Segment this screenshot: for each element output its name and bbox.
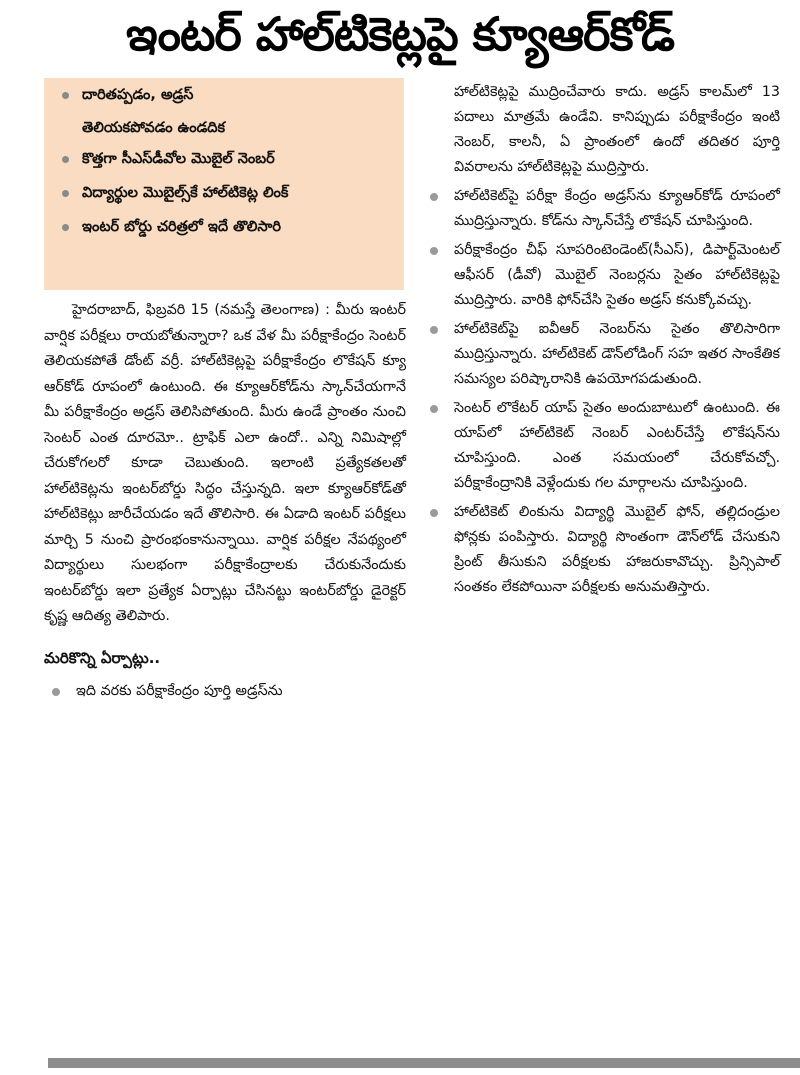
bottom-rule (48, 1058, 800, 1068)
highlight-item (56, 184, 394, 203)
highlight-line: కొత్తగా సీఎస్‌డీవోల మొబైల్ నెంబర్ (82, 151, 275, 167)
list-item (428, 317, 780, 392)
bullet-icon (62, 224, 69, 231)
bullet-icon (62, 190, 69, 197)
list-item-text: హాల్‌టికెట్ లింకును విద్యార్థి మొబైల్ ఫోన్, తల్లిదండ్రుల ఫోన్లకు పంపిస్తారు. విద్యార్థి సొంతంగా డౌన్‌లోడ్ చేసుకుని ప్రింట్ తీసుకుని పరీక్షలకు హాజరుకావొచ్చు. ప్రిన్సిపాల్ సంతకం లేకపోయినా పరీక్షలకు అనుమతిస్తారు. (454, 504, 780, 595)
list-item-continuation: హాల్‌టికెట్లపై ముద్రించేవారు కాదు. అడ్రస్ కాలమ్‌లో 13 పదాలు మాత్రమే ఉండేవి. కానిప్పుడు పరీక్షాకేంద్రం ఇంటి నెంబర్, కాలనీ, ఏ ప్రాంతంలో ఉందో తదితర పూర్తి వివరాలను హాల్‌టికెట్లపై ముద్రిస్తారు. (454, 84, 780, 175)
list-item (428, 184, 780, 234)
highlight-item (56, 86, 394, 138)
list-item (44, 679, 406, 705)
article-body: హైదరాబాద్, ఫిబ్రవరి 15 (నమస్తే తెలంగాణ) : మీరు ఇంటర్ వార్షిక పరీక్షలు రాయబోతున్నారా? ఒక వేళ మీ పరీక్షాకేంద్రం సెంటర్ తెలియకపోతే డోంట్ వర్రీ. హాల్‌టికెట్లపై పరీక్షాకేంద్రం లొకేషన్ క్యూ ఆర్‌కోడ్ రూపంలో ఉంటుంది. ఈ క్యూఆర్‌కోడ్‌ను స్కాన్‌చేయగానే మీ పరీక్షాకేంద్రం అడ్రస్ తెలిసిపోతుంది. మీరు ఉండే ప్రాంతం నుంచి సెంటర్ ఎంత దూరమో.. ట్రాఫిక్ ఎలా ఉందో.. ఎన్ని నిమిషాల్లో చేరుకోగలరో కూడా చెబుతుంది. ఇలాంటి ప్రత్యేకతలతో హాల్‌టికెట్లను ఇంటర్‌బోర్డు సిద్ధం చేస్తున్నది. ఇలా క్యూఆర్‌కోడ్‌తో హాల్‌టికెట్లు జారీచేయడం ఇదే తొలిసారి. ఈ ఏడాది ఇంటర్ పరీక్షలు మార్చి 5 నుంచి ప్రారంభంకానున్నాయి. వార్షిక పరీక్షల నేపథ్యంలో విద్యార్థులు సులభంగా పరీక్షాకేంద్రాలకు చేరుకునేందుకు ఇంటర్‌బోర్డు ఇలా ప్రత్యేక ఏర్పాట్లు చేసినట్టు ఇంటర్‌బోర్డు డైరెక్టర్ కృష్ణ ఆదిత్య తెలిపారు. (44, 302, 406, 624)
list-item (428, 396, 780, 496)
list-item-text: పరీక్షాకేంద్రం చీఫ్ సూపరింటెండెంట్(సీఎస్), డిపార్ట్‌మెంటల్ ఆఫీసర్ (డీవో) మొబైల్ నెంబర్లను సైతం హాల్‌టికెట్లపై ముద్రిస్తారు. వారికి ఫోన్‌చేసి సైతం అడ్రస్ కనుక్కోవచ్చు. (454, 242, 780, 308)
subheading: మరికొన్ని ఏర్పాట్లు.. (44, 648, 161, 667)
highlight-item (56, 218, 394, 237)
bullet-icon (430, 509, 438, 517)
article-right-column (428, 80, 780, 600)
headline: ఇంటర్ హాల్‌టికెట్లపై క్యూఆర్‌కోడ్ (125, 7, 675, 61)
list-item-text: సెంటర్ లొకేటర్ యాప్ సైతం అందుబాటులో ఉంటుంది. ఈ యాప్‌లో హాల్‌టికెట్ నెంబర్ ఎంటర్‌చేస్తే లొకేషన్‌ను చూపిస్తుంది. ఎంత సమయంలో చేరుకోవచ్చో. పరీక్షాకేంద్రానికి వెళ్లేందుకు గల మార్గాలను చూపిస్తుంది. (454, 400, 780, 491)
list-item (428, 238, 780, 313)
list-item-text: హాల్‌టికెట్‌పై పరీక్షా కేంద్రం అడ్రస్‌ను క్యూఆర్‌కోడ్ రూపంలో ముద్రిస్తున్నారు. కోడ్‌ను స్కాన్‌చేస్తే లొకేషన్ చూపిస్తుంది. (454, 188, 780, 229)
bullet-icon (62, 156, 69, 163)
bullet-icon (62, 92, 69, 99)
highlight-line: విద్యార్థుల మొబైల్స్‌కే హాల్‌టికెట్ల లింక్ (82, 185, 289, 201)
list-item (428, 500, 780, 600)
highlights-box (44, 78, 404, 290)
bullet-icon (52, 688, 60, 696)
list-item-text: ఇది వరకు పరీక్షాకేంద్రం పూర్తి అడ్రస్‌ను (76, 683, 283, 699)
highlight-line: దారితప్పడం, అడ్రస్ (82, 87, 194, 103)
list-item-text: హాల్‌టికెట్‌పై ఐవీఆర్ నెంబర్‌ను సైతం తొలిసారిగా ముద్రిస్తున్నారు. హాల్‌టికెట్ డౌన్‌లోడింగ్ సహ ఇతర సాంకేతిక సమస్యల పరిష్కారానికి ఉపయోగపడుతుంది. (454, 321, 780, 387)
bullet-icon (430, 405, 438, 413)
bullet-icon (430, 193, 438, 201)
bullet-icon (430, 247, 438, 255)
highlight-line: ఇంటర్ బోర్డు చరిత్రలో ఇదే తొలిసారి (82, 219, 281, 235)
highlight-line: తెలియకపోవడం ఉండదిక (82, 120, 226, 136)
highlight-item (56, 150, 394, 169)
bullet-icon (430, 326, 438, 334)
article-left-column (44, 298, 406, 705)
